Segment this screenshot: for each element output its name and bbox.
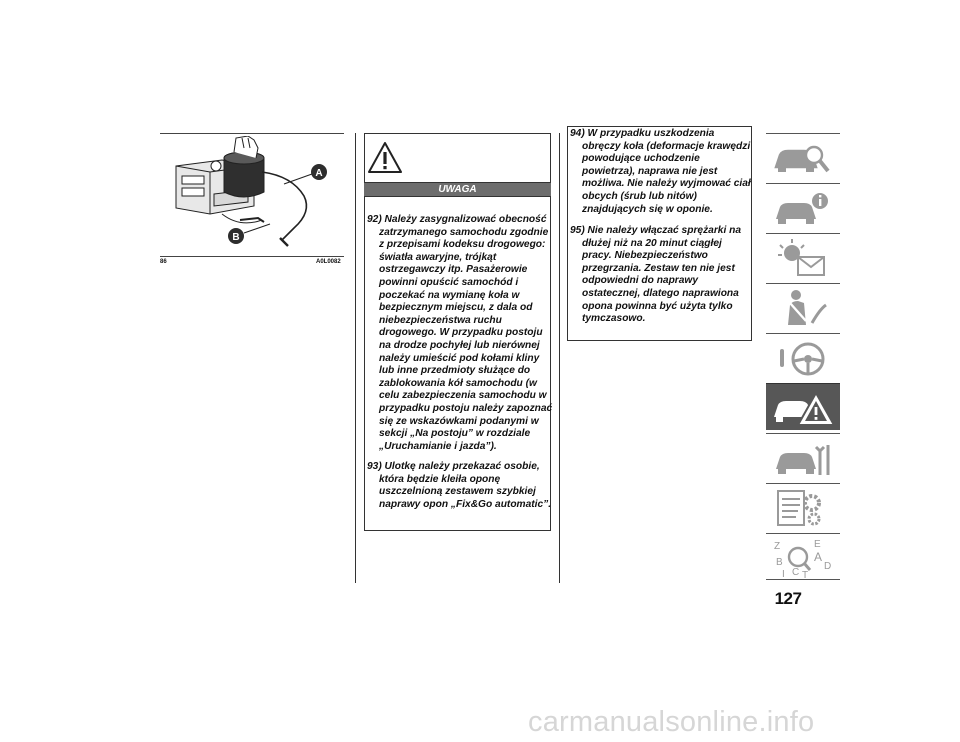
warning-note-92: 92) Należy zasygnalizować obecność zatrzymanego samochodu zgodnie z przepisami kodeksu drogowego: światła awaryjne, trójkąt ostrzegawczy itp. Pasażerowie powinni opuścić samochód i poczekać na wymianę koła w bezpiecznym miejscu, z dala od niebezpieczeństwa ruchu drogowego. W przypadku postoju na drodze pochyłej lub nierównej należy umieścić pod kołami kliny lub inne przedmioty służące do zablokowania kół samochodu (w celu zabezpieczenia samochodu w przypadku postoju należy zapoznać się ze wskazówkami podanymi w sekcji „Na postoju” w rozdziale „Uruchamianie i jazda”). xyxy=(367,214,553,452)
index-letter-b: B xyxy=(776,557,783,568)
sidebar-tab-index[interactable] xyxy=(766,533,840,580)
page-number: 127 xyxy=(774,589,802,608)
sidebar-tab-car-inspection[interactable] xyxy=(766,133,840,180)
watermark: carmanualsonline.info xyxy=(528,706,815,738)
index-letter-d: D xyxy=(824,561,832,572)
note-94: 94) W przypadku uszkodzenia obręczy koła (deformacje krawędzi powodujące uchodzenie powietrza), naprawa nie jest możliwa. Nie należy wyjmować ciał obcych (śrub lub nitów) znajdujących się w oponie. xyxy=(570,128,751,215)
sidebar-tab-maintenance[interactable] xyxy=(766,433,840,480)
seatbelt-passenger-icon xyxy=(770,287,836,329)
index-letter-e: E xyxy=(814,539,821,550)
car-hazard-triangle-icon xyxy=(770,387,836,429)
steering-wheel-icon xyxy=(770,337,836,379)
figure-code: A0L0082 xyxy=(316,259,341,265)
figure-bottom-rule xyxy=(160,256,344,257)
car-wrench-icon xyxy=(770,437,836,479)
warning-title: UWAGA xyxy=(438,184,477,195)
sidebar-tab-technical-data[interactable] xyxy=(766,483,840,530)
callout-b-label: B xyxy=(232,232,240,243)
sidebar-tab-safety[interactable] xyxy=(766,283,840,330)
figure-number: 86 xyxy=(160,259,167,265)
warning-triangle-icon xyxy=(367,141,403,174)
note-95: 95) Nie należy włączać sprężarki na dłużej niż na 20 minut ciągłej pracy. Niebezpieczeństwo przegrzania. Zestaw ten nie jest odpowiedni do naprawy ostatecznej, dlatego naprawiona opona powinna być użyta tylko tymczasowo. xyxy=(570,225,742,325)
index-letter-a: A xyxy=(814,550,823,564)
compressor-illustration xyxy=(176,136,306,246)
column-separator-left xyxy=(355,133,356,583)
warning-note-93: 93) Ulotkę należy przekazać osobie, która będzie kleiła oponę uszczelnioną zestawem szybkiej naprawy opon „Fix&Go automatic”. xyxy=(367,461,552,510)
compressor-figure xyxy=(162,136,342,252)
car-info-icon xyxy=(770,187,836,229)
sidebar-tab-driving[interactable] xyxy=(766,333,840,380)
sidebar-tab-emergency[interactable] xyxy=(766,383,840,430)
index-letter-c: C xyxy=(792,567,800,578)
index-letter-t: T xyxy=(802,570,809,579)
index-letter-z: Z xyxy=(774,541,781,552)
warning-light-envelope-icon xyxy=(770,237,836,279)
callout-a-label: A xyxy=(315,168,323,179)
index-letter-i: I xyxy=(782,569,785,579)
sidebar-tab-warning-lights[interactable] xyxy=(766,233,840,280)
figure-top-rule xyxy=(160,133,344,134)
column-separator-right xyxy=(559,133,560,583)
car-magnifier-icon xyxy=(770,137,836,179)
sidebar-tab-car-info[interactable] xyxy=(766,183,840,230)
alphabet-index-icon xyxy=(770,537,836,579)
document-gear-icon xyxy=(770,487,836,529)
